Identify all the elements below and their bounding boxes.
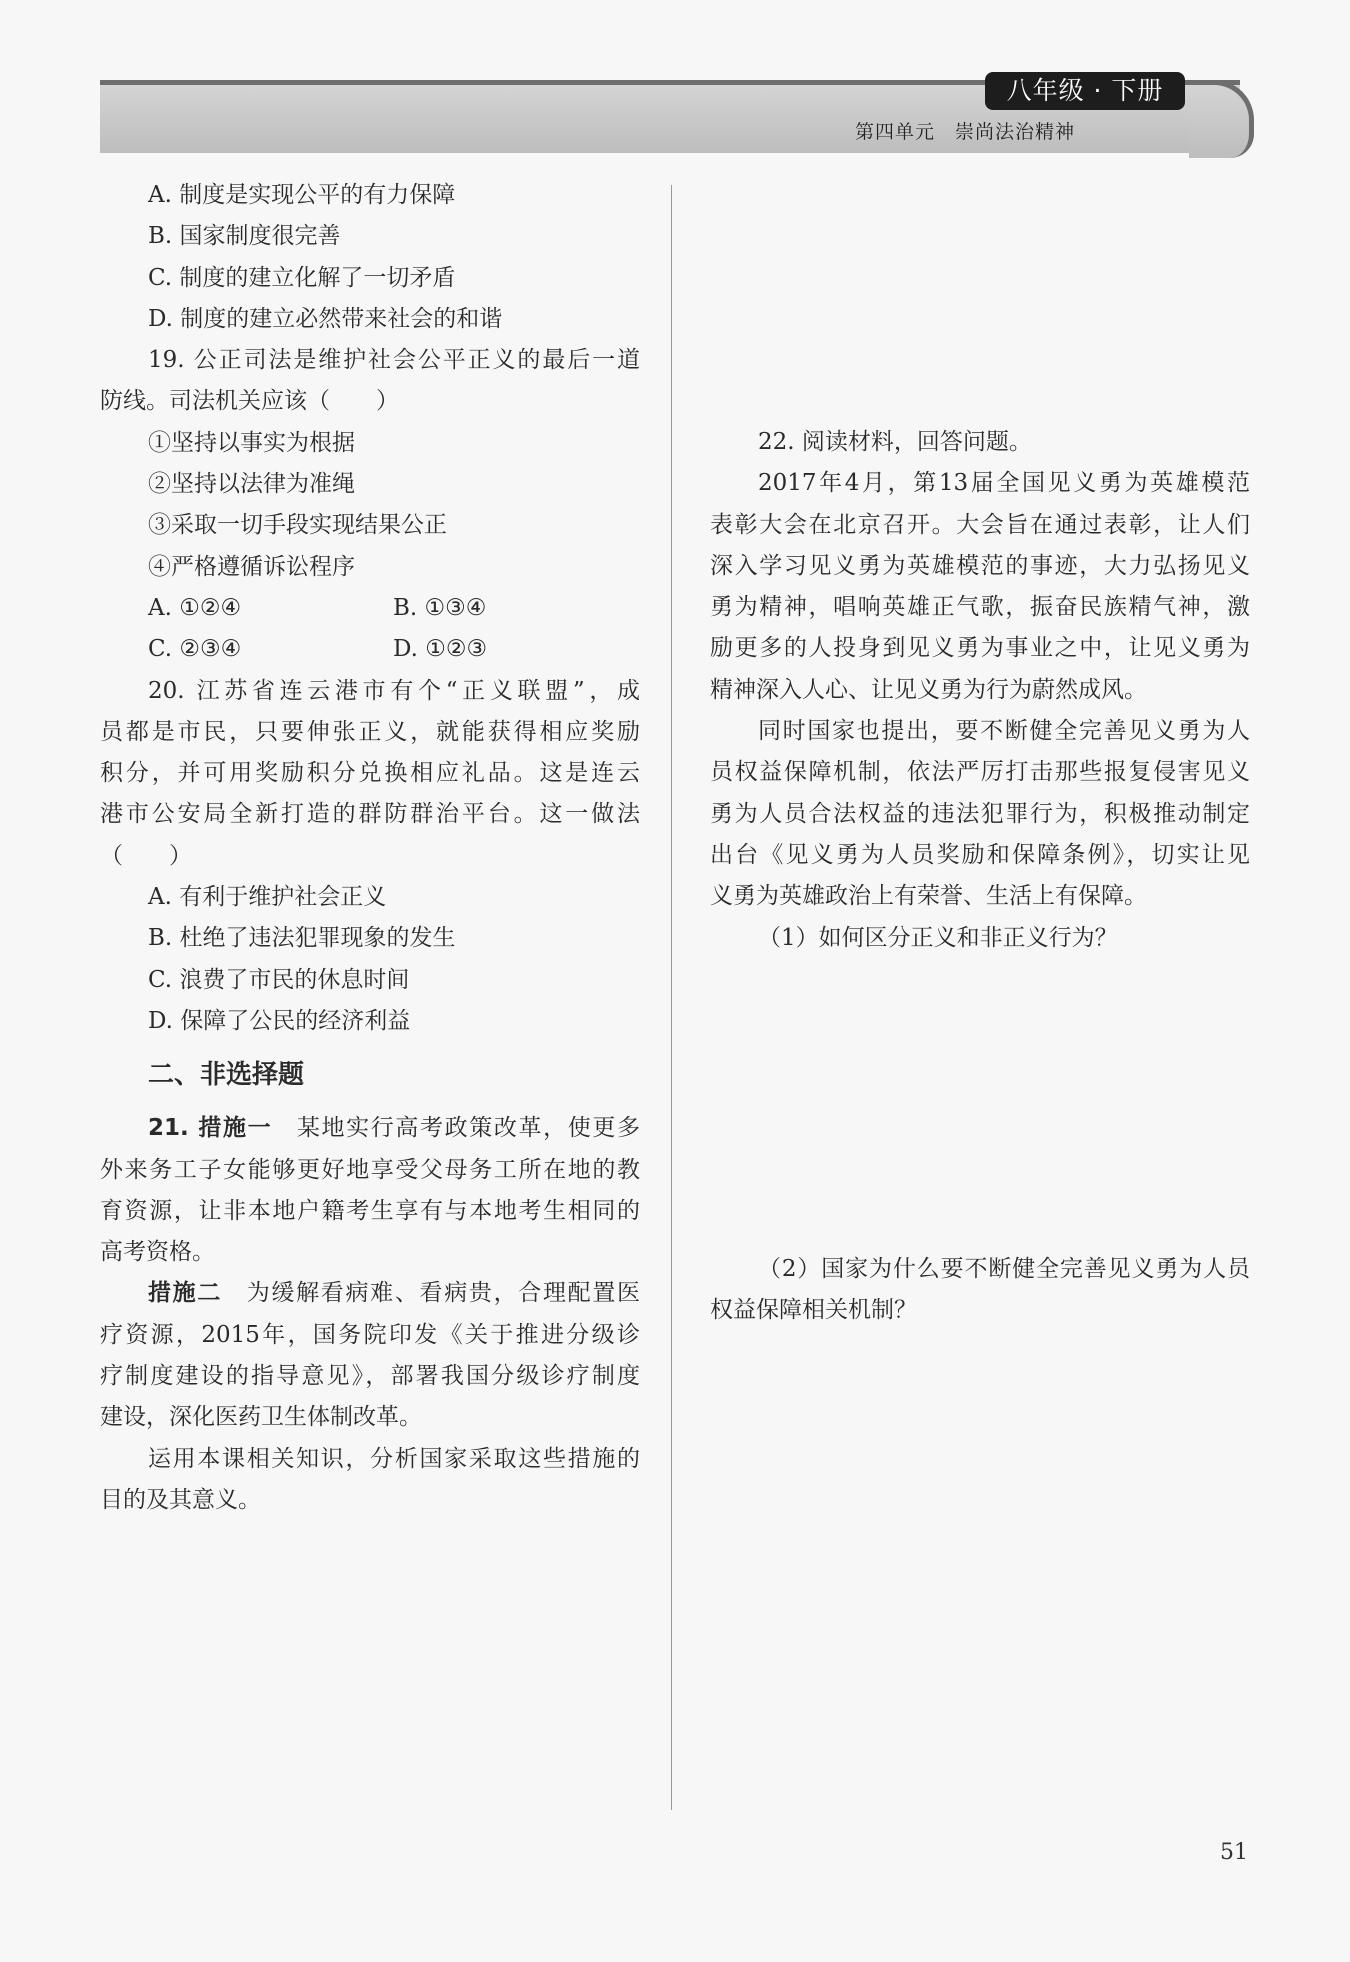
right-column <box>710 422 1250 1331</box>
q21-line <box>100 1273 640 1314</box>
q21-task-line: 运用本课相关知识，分析国家采取这些措施的 <box>148 1445 640 1472</box>
q21-line: 外来务工子女能够更好地享受父母务工所在地的教 <box>100 1156 640 1183</box>
q21-line: 建设，深化医药卫生体制改革。 <box>100 1404 422 1431</box>
q19-choice-row <box>100 629 640 670</box>
q21-line: 育资源，让非本地户籍考生享有与本地考生相同的 <box>100 1197 640 1224</box>
q19-item: ③采取一切手段实现结果公正 <box>148 512 447 539</box>
left-column <box>100 175 640 1521</box>
q21-label: 21. 措施一 <box>148 1115 273 1142</box>
q21-line: 疗制度建设的指导意见》，部署我国分级诊疗制度 <box>100 1363 640 1390</box>
q19-item: ④严格遵循诉讼程序 <box>148 553 355 580</box>
q22-material-line: 励更多的人投身到见义勇为事业之中，让见义勇为 <box>710 635 1250 662</box>
q18-option-d: D. 制度的建立必然带来社会的和谐 <box>148 305 503 332</box>
q22-material-line: 勇为人员合法权益的违法犯罪行为，积极推动制定 <box>710 800 1250 827</box>
q19-choice-d: D. ①②③ <box>393 636 488 663</box>
q21-text: 为缓解看病难、看病贵，合理配置医 <box>246 1280 640 1307</box>
section-title: 二、非选择题 <box>148 1060 305 1091</box>
q19-item: ①坚持以事实为根据 <box>148 429 355 456</box>
grade-tab: 八年级 · 下册 <box>985 72 1185 110</box>
q22-material-line: 表彰大会在北京召开。大会旨在通过表彰，让人们 <box>710 511 1250 538</box>
q20-stem-line: 积分，并可用奖励积分兑换相应礼品。这是连云 <box>100 760 640 787</box>
q22-material-line: 精神深入人心、让见义勇为行为蔚然成风。 <box>710 676 1147 703</box>
q20-option-a: A. 有利于维护社会正义 <box>148 884 387 911</box>
q19-choice-c: C. ②③④ <box>148 636 242 663</box>
q18-option-c: C. 制度的建立化解了一切矛盾 <box>148 264 456 291</box>
page-number: 51 <box>1220 1840 1248 1865</box>
q20-option-d: D. 保障了公民的经济利益 <box>148 1007 411 1034</box>
q21-text: 某地实行高考政策改革，使更多 <box>296 1115 640 1142</box>
q21-label2: 措施二 <box>148 1280 223 1307</box>
q19-item: ②坚持以法律为准绳 <box>148 471 355 498</box>
q19-choice-row <box>100 588 640 629</box>
q22-material-line: 深入学习见义勇为英雄模范的事迹，大力弘扬见义 <box>710 552 1250 579</box>
q22-material-line: 2017年4月，第13届全国见义勇为英雄模范 <box>758 470 1250 497</box>
q19-choice-b: B. ①③④ <box>393 594 487 621</box>
q20-stem-line: 20. 江苏省连云港市有个“正义联盟”，成 <box>148 677 640 704</box>
q20-stem-line: 港市公安局全新打造的群防群治平台。这一做法 <box>100 801 640 828</box>
unit-label: 第四单元 崇尚法治精神 <box>855 121 1076 143</box>
q19-choice-a: A. ①②④ <box>148 594 242 621</box>
q21-line <box>100 1108 640 1149</box>
q22-material-line: 同时国家也提出，要不断健全完善见义勇为人 <box>758 718 1250 745</box>
q19-stem-line: 防线。司法机关应该（ ） <box>100 388 399 415</box>
q22-material-line: 勇为精神，唱响英雄正气歌，振奋民族精气神，激 <box>710 594 1250 621</box>
q20-stem-line: （ ） <box>100 842 192 869</box>
q22-material-line: 员权益保障机制，依法严厉打击那些报复侵害见义 <box>710 759 1250 786</box>
q22-title: 22. 阅读材料，回答问题。 <box>758 429 1032 455</box>
q22-sub2-line: 权益保障相关机制？ <box>710 1297 917 1324</box>
q22-material-line: 义勇为英雄政治上有荣誉、生活上有保障。 <box>710 883 1147 910</box>
q22-sub2-line: （2）国家为什么要不断健全完善见义勇为人员 <box>758 1255 1250 1282</box>
q19-stem-line: 19. 公正司法是维护社会公平正义的最后一道 <box>148 347 640 374</box>
q18-option-a: A. 制度是实现公平的有力保障 <box>148 182 456 208</box>
q18-option-b: B. 国家制度很完善 <box>148 223 341 250</box>
q20-option-c: C. 浪费了市民的休息时间 <box>148 966 410 993</box>
q22-sub1: （1）如何区分正义和非正义行为？ <box>758 924 1118 951</box>
q22-material-line: 出台《见义勇为人员奖励和保障条例》，切实让见 <box>710 841 1250 868</box>
q21-line: 高考资格。 <box>100 1239 215 1266</box>
column-divider <box>671 185 672 1810</box>
q20-option-b: B. 杜绝了违法犯罪现象的发生 <box>148 925 456 952</box>
answer-space <box>710 959 1250 1249</box>
header-curve <box>1189 80 1254 158</box>
q21-task-line: 目的及其意义。 <box>100 1486 261 1513</box>
q20-stem-line: 员都是市民，只要伸张正义，就能获得相应奖励 <box>100 718 640 745</box>
q21-line: 疗资源，2015年，国务院印发《关于推进分级诊 <box>100 1321 640 1348</box>
